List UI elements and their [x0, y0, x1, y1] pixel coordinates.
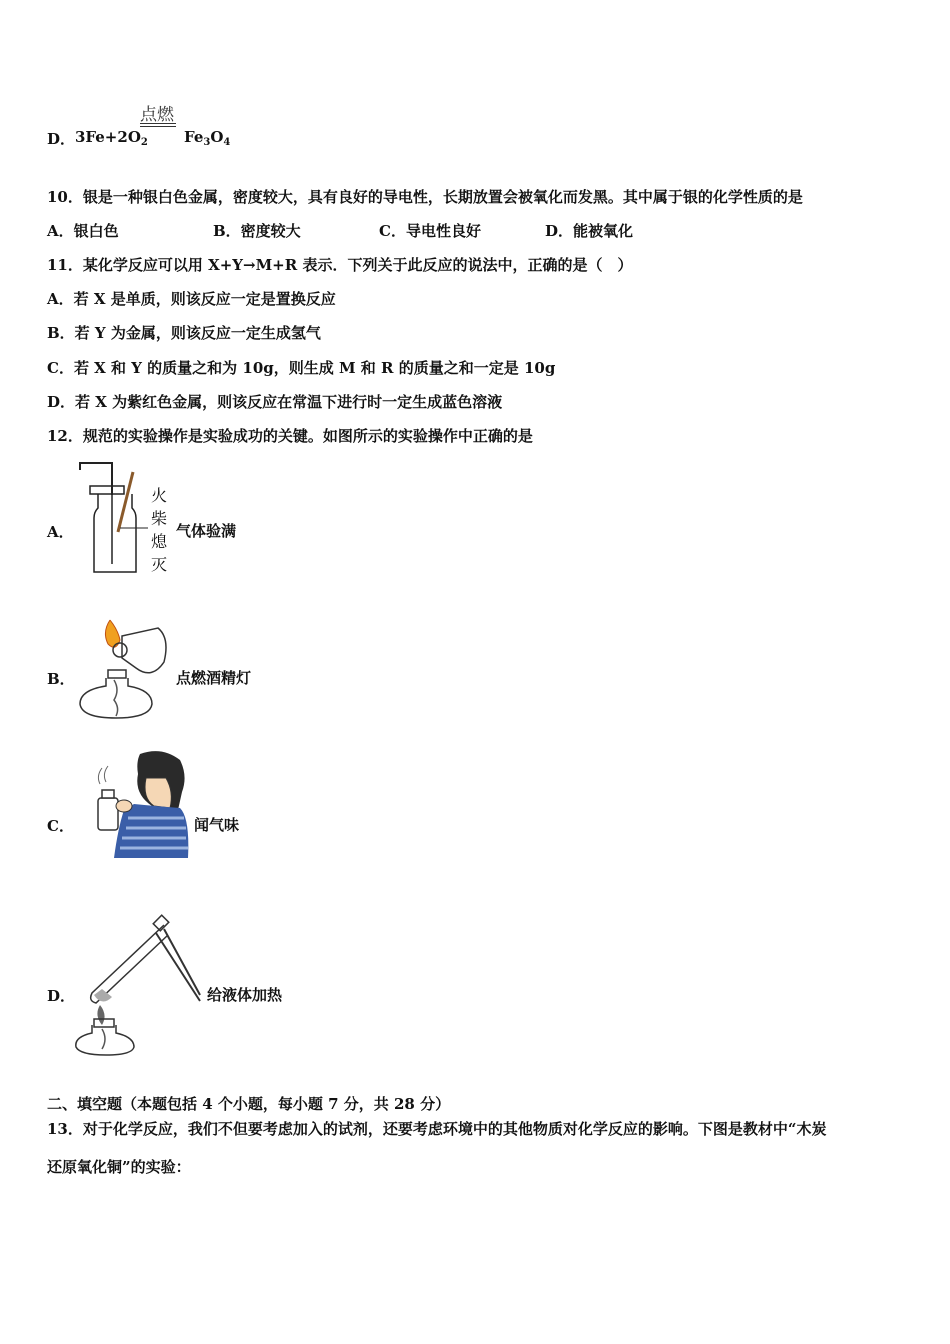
equation-bar-bottom — [140, 126, 176, 127]
q12-option-b-letter: B． — [47, 670, 75, 688]
q9d-lhs: $3Fe+2O_2$ — [75, 128, 148, 148]
q13-line1: 13．对于化学反应，我们不但要考虑加入的试剂，还要考虑环境中的其他物质对化学反应的影响。下图是教材中“木炭 — [47, 1120, 827, 1138]
equation-bar-top — [140, 123, 176, 124]
q12-option-c-letter: C． — [47, 817, 74, 835]
q11-stem: 11．某化学反应可以用 X+Y→M+R 表示．下列关于此反应的说法中，正确的是（ ） — [47, 256, 633, 274]
q12-option-a-caption: 气体验满 — [176, 522, 237, 540]
q11-option-c: C．若 X 和 Y 的质量之和为 10g，则生成 M 和 R 的质量之和一定是 10g — [47, 359, 556, 377]
q9d-label: D． — [47, 130, 76, 148]
q12-option-d-letter: D． — [47, 987, 76, 1005]
q13-line2: 还原氧化铜”的实验： — [47, 1158, 191, 1176]
smelling-gas-figure — [84, 748, 190, 860]
q12-option-b-caption: 点燃酒精灯 — [176, 669, 252, 687]
q12-option-a-letter: A． — [47, 523, 74, 541]
q11-option-d: D．若 X 为紫红色金属，则该反应在常温下进行时一定生成蓝色溶液 — [47, 393, 503, 411]
section-title: 二、填空题（本题包括 4 个小题，每小题 7 分，共 28 分） — [47, 1095, 451, 1113]
lighting-alcohol-lamp-figure — [72, 618, 172, 726]
q10-option-d: D．能被氧化 — [545, 222, 634, 240]
q10-option-a: A．银白色 — [47, 222, 119, 240]
q12-option-c-caption: 闻气味 — [194, 816, 240, 834]
q10-option-b: B．密度较大 — [213, 222, 301, 240]
q11-option-a: A．若 X 是单质，则该反应一定是置换反应 — [47, 290, 336, 308]
q12-option-d-caption: 给液体加热 — [207, 986, 283, 1004]
q10-options — [47, 220, 633, 241]
heating-liquid-figure — [72, 915, 202, 1057]
q9d-rhs: $Fe_3O_4$ — [184, 128, 231, 148]
reaction-condition: 点燃 — [140, 105, 174, 125]
q10-stem: 10．银是一种银白色金属，密度较大，具有良好的导电性，长期放置会被氧化而发黑。其中属于银的化学性质的是 — [47, 188, 803, 206]
q10-option-c: C．导电性良好 — [379, 222, 481, 240]
q12-stem: 12．规范的实验操作是实验成功的关键。如图所示的实验操作中正确的是 — [47, 427, 533, 445]
q11-option-b: B．若 Y 为金属，则该反应一定生成氢气 — [47, 324, 321, 342]
match-extinguished-label: 火 柴 熄 灭 — [150, 486, 167, 574]
gas-bottle-figure — [78, 460, 148, 580]
